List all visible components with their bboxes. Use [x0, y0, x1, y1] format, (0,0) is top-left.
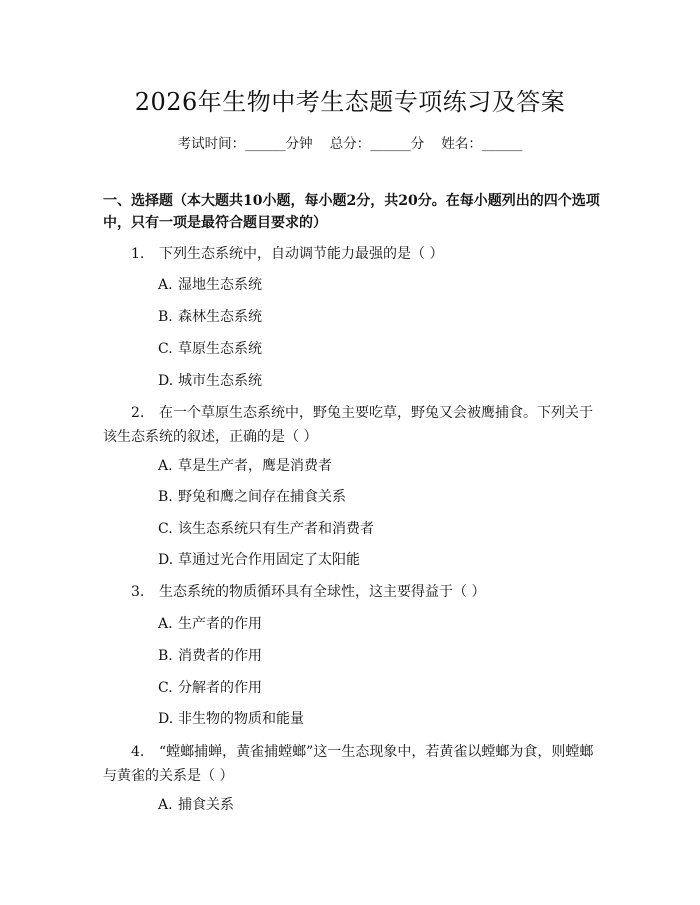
- option-d: [158, 709, 304, 729]
- option-d: [158, 371, 262, 391]
- question-1: [103, 242, 601, 266]
- option-text: 野兔和鹰之间存在捕食关系: [178, 489, 346, 505]
- question-text: “螳螂捕蝉，黄雀捕螳螂”这一生态现象中，若黄雀以螳螂为食，则螳螂与黄雀的关系是（ ）: [103, 744, 594, 784]
- option-letter: A.: [158, 277, 173, 293]
- option-text: 森林生态系统: [178, 309, 262, 325]
- option-letter: B.: [158, 309, 173, 325]
- question-2: [103, 401, 601, 449]
- option-text: 非生物的物质和能量: [178, 711, 304, 727]
- question-number: 1.: [131, 246, 145, 262]
- question-text: 下列生态系统中，自动调节能力最强的是（ ）: [159, 246, 444, 262]
- option-letter: D.: [158, 711, 174, 727]
- option-text: 生产者的作用: [178, 616, 262, 632]
- option-c: [158, 678, 262, 698]
- option-text: 城市生态系统: [178, 373, 262, 389]
- option-d: [158, 550, 360, 570]
- option-letter: A.: [158, 458, 173, 474]
- option-text: 捕食关系: [178, 797, 234, 813]
- question-4: [103, 740, 601, 788]
- option-a: [158, 456, 332, 476]
- option-b: [158, 307, 262, 327]
- option-text: 湿地生态系统: [178, 277, 262, 293]
- option-letter: C.: [158, 680, 173, 696]
- option-text: 草通过光合作用固定了太阳能: [178, 552, 360, 568]
- option-text: 消费者的作用: [178, 648, 262, 664]
- question-number: 4.: [131, 744, 145, 760]
- option-c: [158, 519, 374, 539]
- option-letter: C.: [158, 341, 173, 357]
- option-text: 草是生产者，鹰是消费者: [178, 458, 332, 474]
- option-a: [158, 795, 234, 815]
- question-number: 2.: [131, 405, 145, 421]
- option-letter: C.: [158, 521, 173, 537]
- option-letter: D.: [158, 373, 174, 389]
- option-text: 草原生态系统: [178, 341, 262, 357]
- section-heading: 一、选择题（本大题共10小题，每小题2分，共20分。在每小题列出的四个选项中，只有一项是最符合题目要求的）: [103, 193, 600, 231]
- question-number: 3.: [131, 584, 145, 600]
- option-letter: A.: [158, 616, 173, 632]
- option-letter: B.: [158, 648, 173, 664]
- option-letter: D.: [158, 552, 174, 568]
- document-title: 2026年生物中考生态题专项练习及答案: [134, 88, 566, 116]
- option-b: [158, 487, 346, 507]
- option-text: 该生态系统只有生产者和消费者: [178, 521, 374, 537]
- option-b: [158, 646, 262, 666]
- option-c: [158, 339, 262, 359]
- question-text: 生态系统的物质循环具有全球性，这主要得益于（ ）: [159, 584, 486, 600]
- option-a: [158, 614, 262, 634]
- option-a: [158, 275, 262, 295]
- question-text: 在一个草原生态系统中，野兔主要吃草，野兔又会被鹰捕食。下列关于该生态系统的叙述，正确的是（ ）: [103, 405, 593, 445]
- exam-info-line: 考试时间：______分钟 总分：______分 姓名：______: [177, 136, 523, 152]
- option-letter: A.: [158, 797, 173, 813]
- option-letter: B.: [158, 489, 173, 505]
- question-3: [103, 580, 601, 604]
- option-text: 分解者的作用: [178, 680, 262, 696]
